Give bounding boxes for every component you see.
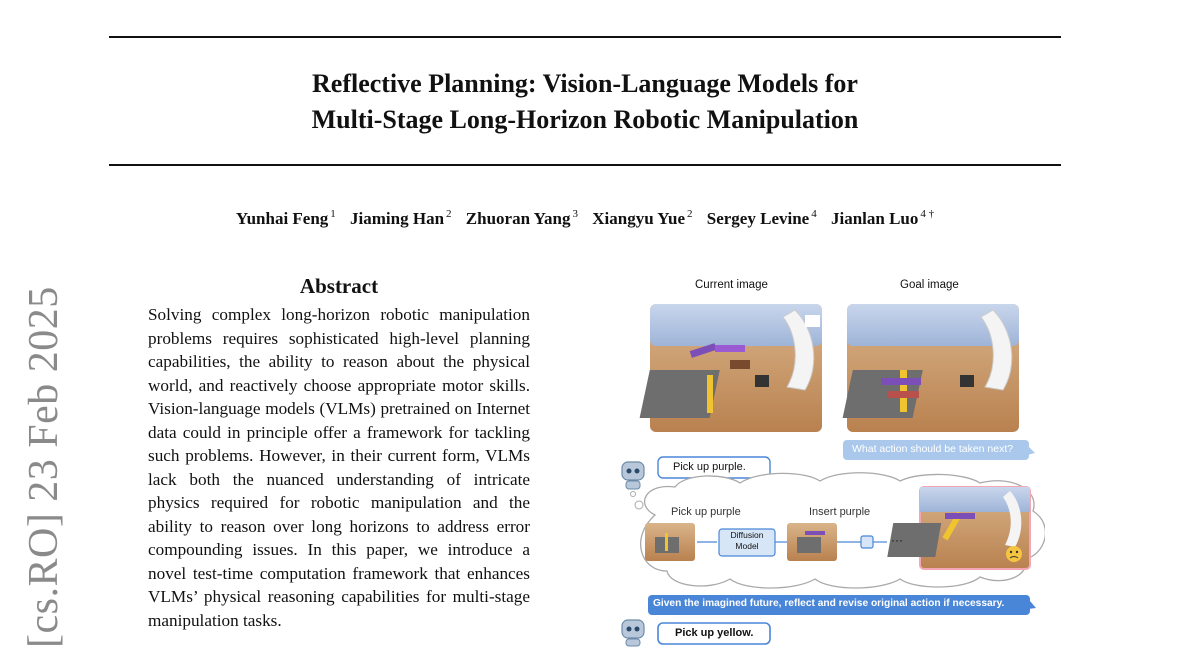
abstract-text: Solving complex long-horizon robotic manipulation problems requires sophisticated high-level planning capabilities, the ability to reason about the physical world, and reactively choose appropriate motor skills. Vision-language models (VLMs) pretrained on Internet data could in principle offer a framework for tackling such problems. However, in their current form, VLMs lack both the nuanced understanding of intricate physics required for robotic manipulation and the ability to reason over long horizons to address error compounding issues. In this paper, we introduce a novel test-time computation framework that enhances VLMs’ physical reasoning capabilities for multi-stage manipulation tasks. (148, 305, 530, 630)
cloud-frame-2 (787, 523, 837, 561)
title-line-1: Reflective Planning: Vision-Language Models for (312, 69, 858, 98)
reflect-prompt-text: Given the imagined future, reflect and revise original action if necessary. (653, 598, 1005, 609)
author: Jianlan Luo $^{4 \dagger}$ (830, 208, 935, 228)
diffusion-model-label (719, 530, 775, 552)
robot-icon (622, 462, 644, 489)
arxiv-side-tag: [cs.RO] 23 Feb 2025 (21, 286, 67, 648)
revised-action-text: Pick up yellow. (675, 627, 754, 639)
question-text: What action should be taken next? (852, 443, 1014, 455)
teaser-figure (615, 275, 1045, 648)
goal-scene-image (843, 304, 1019, 432)
step2-label: Insert purple (809, 506, 871, 518)
top-rule (109, 36, 1061, 38)
diffusion-line-2: Model (735, 541, 759, 551)
author: Sergey Levine $^4$ (706, 208, 817, 228)
cloud-frame-1 (645, 523, 695, 561)
ellipsis: ··· (891, 533, 903, 547)
goal-image-label: Goal image (900, 279, 959, 291)
author-list (109, 208, 1061, 229)
abstract-heading: Abstract (299, 274, 379, 298)
title-line-2: Multi-Stage Long-Horizon Robotic Manipulation (311, 105, 859, 134)
crying-face-icon (1006, 546, 1022, 562)
author: Xiangyu Yue $^2$ (592, 208, 693, 228)
bottom-rule (109, 164, 1061, 166)
first-action-text: Pick up purple. (673, 461, 746, 473)
robot-icon (622, 620, 644, 646)
paper-title (109, 66, 1061, 138)
author: Jiaming Han $^2$ (350, 208, 452, 228)
current-scene-image (640, 304, 822, 432)
author: Zhuoran Yang $^3$ (465, 208, 579, 228)
diffusion-line-1: Diffusion (730, 530, 764, 540)
current-image-label: Current image (695, 279, 768, 291)
author: Yunhai Feng $^1$ (235, 208, 336, 228)
step1-label: Pick up purple (671, 506, 741, 518)
